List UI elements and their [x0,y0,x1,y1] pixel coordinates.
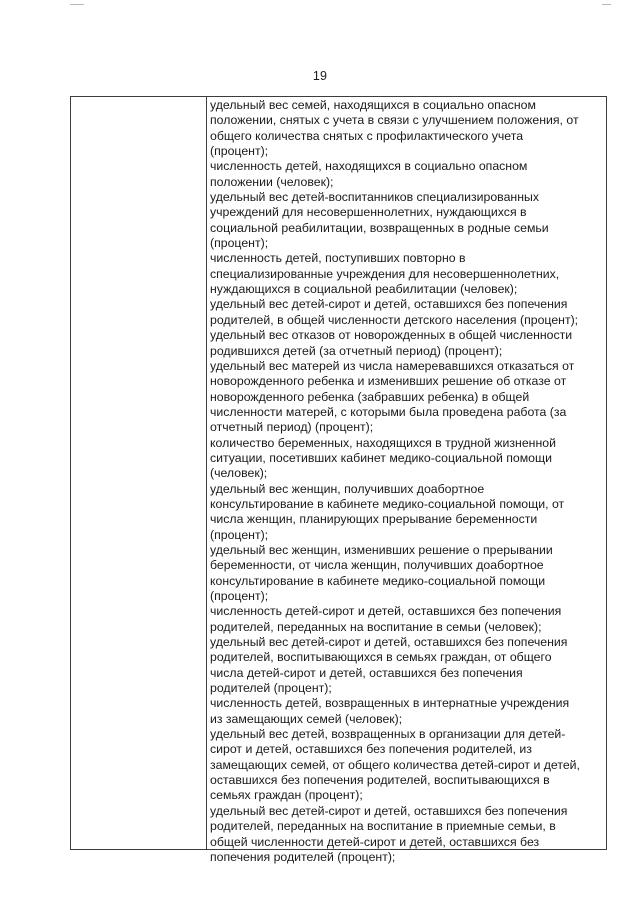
text-line: социальной реабилитации, возвращенных в родные семьи [210,220,549,235]
text-line: (процент); [210,589,269,603]
column-divider [206,97,207,849]
text-line: родителей, в общей численности детского населения (процент); [210,312,579,327]
text-line: (процент); [210,144,269,159]
text-line: численности матерей, с которыми была проведена работа (за [210,404,567,419]
document-table [70,96,607,864]
text-line: консультирование в кабинете медико-социальной помощи, от [210,496,565,511]
text-line: удельный вес детей, возвращенных в организации для детей- [210,727,566,742]
text-line: удельный вес женщин, получивших доабортное [210,481,485,496]
text-line: удельный вес матерей из числа намеревавшихся отказаться от [210,358,575,373]
text-line: беременности, от числа женщин, получивших доабортное [210,558,544,573]
text-line: численность детей-сирот и детей, оставшихся без попечения [210,604,562,619]
text-line: консультирование в кабинете медико-социальной помощи [210,573,546,588]
text-line: специализированные учреждения для несовершеннолетних, [210,266,560,281]
text-line: новорожденного ребенка и изменивших решение об отказе от [210,374,567,389]
text-line: положении (человек); [210,174,334,189]
text-line: замещающих семей, от общего количества детей-сирот и детей, [210,757,580,772]
page-number: 19 [312,69,328,83]
text-line: родителей, воспитывающихся в семьях граждан, от общего [210,650,552,665]
text-line: семьях граждан (процент); [210,788,363,803]
text-line: попечения родителей (процент); [210,849,396,864]
text-line: родителей, переданных на воспитание в семьи (человек); [210,619,542,634]
text-line: числа женщин, планирующих прерывание беременности [210,512,538,527]
scan-artifact [602,4,611,5]
text-line: удельный вес женщин, изменивших решение о прерывании [210,542,553,557]
text-line: положении, снятых с учета в связи с улучшением положения, от [210,113,579,128]
scan-artifact [70,4,84,5]
text-line: сирот и детей, оставшихся без попечения родителей, из [210,742,532,757]
text-line: удельный вес детей-сирот и детей, оставшихся без попечения [210,803,568,818]
text-line: родившихся детей (за отчетный период) (процент); [210,343,503,358]
table-left-cell [71,97,206,849]
text-line: (процент); [210,236,269,251]
text-line: количество беременных, находящихся в трудной жизненной [210,435,556,450]
text-line: родителей, переданных на воспитание в приемные семьи, в [210,819,556,834]
text-line: родителей (процент); [210,681,332,696]
text-line: удельный вес детей-сирот и детей, оставшихся без попечения [210,297,568,312]
text-line: (процент); [210,527,269,542]
text-line: числа детей-сирот и детей, оставшихся без попечения [210,665,523,680]
text-line: из замещающих семей (человек); [210,711,403,726]
text-line: (человек); [210,466,268,481]
text-line: общей численности детей-сирот и детей, оставшихся без [210,834,540,849]
text-line: численность детей, возвращенных в интернатные учреждения [210,696,570,711]
text-line: общего количества снятых с профилактического учета [210,128,524,143]
text-line: оставшихся без попечения родителей, воспитывающихся в [210,773,550,788]
text-line: нуждающихся в социальной реабилитации (человек); [210,282,518,297]
table-right-cell [210,98,603,864]
text-line: удельный вес отказов от новорожденных в общей численности [210,328,573,343]
text-line: удельный вес семей, находящихся в социально опасном [210,98,536,112]
text-line: учреждений для несовершеннолетних, нуждающихся в [210,205,527,220]
text-line: новорожденного ребенка (забравших ребенка) в общей [210,389,530,404]
text-line: удельный вес детей-воспитанников специализированных [210,190,539,205]
text-line: ситуации, посетивших кабинет медико-социальной помощи [210,450,553,465]
text-line: численность детей, поступивших повторно в [210,251,466,266]
text-line: удельный вес детей-сирот и детей, оставшихся без попечения [210,635,568,650]
text-line: отчетный период) (процент); [210,420,374,435]
text-line: численность детей, находящихся в социально опасном [210,159,528,174]
